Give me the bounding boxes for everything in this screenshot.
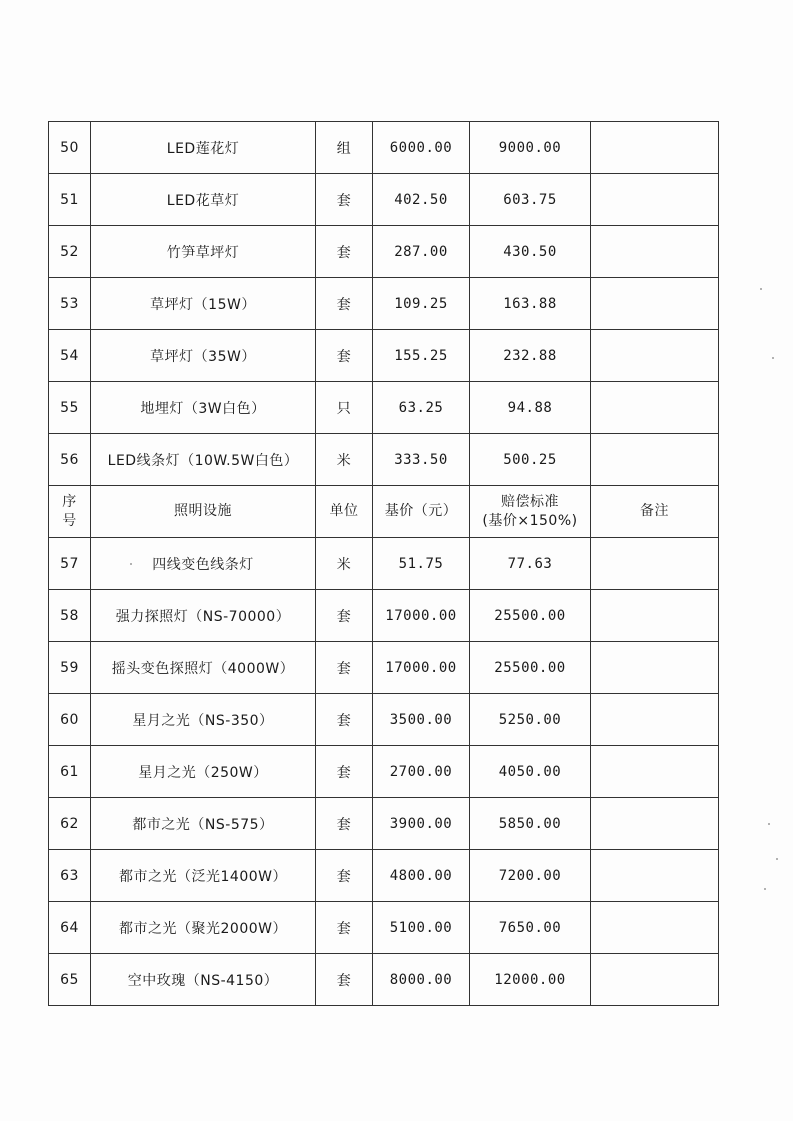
- cell-note: [591, 174, 719, 226]
- table-row: [49, 538, 719, 590]
- table-row: [49, 798, 719, 850]
- cell-name: 空中玫瑰（NS-4150）: [91, 954, 316, 1006]
- cell-unit: 组: [316, 122, 373, 174]
- cell-compensation: 12000.00: [470, 954, 591, 1006]
- scan-speck: [772, 357, 774, 359]
- cell-compensation: 9000.00: [470, 122, 591, 174]
- header-no: 序号: [49, 486, 91, 538]
- table-row: [49, 330, 719, 382]
- cell-compensation: 7650.00: [470, 902, 591, 954]
- cell-compensation: 163.88: [470, 278, 591, 330]
- cell-unit: 套: [316, 746, 373, 798]
- cell-note: [591, 434, 719, 486]
- table-header: [49, 486, 719, 538]
- cell-unit: 套: [316, 798, 373, 850]
- cell-note: [591, 850, 719, 902]
- header-compensation-line1: 赔偿标准: [501, 493, 559, 510]
- table-row: [49, 226, 719, 278]
- scan-speck: [764, 888, 766, 890]
- cell-base-price: 8000.00: [373, 954, 470, 1006]
- cell-note: [591, 746, 719, 798]
- cell-base-price: 17000.00: [373, 590, 470, 642]
- header-row: [49, 486, 719, 538]
- cell-compensation: 77.63: [470, 538, 591, 590]
- cell-name: 星月之光（250W）: [91, 746, 316, 798]
- cell-base-price: 3900.00: [373, 798, 470, 850]
- rows-before-header: [49, 122, 719, 486]
- cell-unit: 套: [316, 850, 373, 902]
- cell-no: 63: [49, 850, 91, 902]
- cell-base-price: 3500.00: [373, 694, 470, 746]
- cell-name: LED莲花灯: [91, 122, 316, 174]
- cell-unit: 套: [316, 902, 373, 954]
- scan-speck: [760, 288, 762, 290]
- cell-name: 竹笋草坪灯: [91, 226, 316, 278]
- header-compensation: [470, 486, 591, 538]
- cell-name: 四线变色线条灯: [91, 538, 316, 590]
- cell-no: 58: [49, 590, 91, 642]
- header-compensation-line2: (基价×150%): [482, 512, 578, 529]
- cell-base-price: 2700.00: [373, 746, 470, 798]
- cell-unit: 套: [316, 954, 373, 1006]
- cell-base-price: 402.50: [373, 174, 470, 226]
- cell-base-price: 287.00: [373, 226, 470, 278]
- cell-base-price: 155.25: [373, 330, 470, 382]
- cell-name: 地埋灯（3W白色）: [91, 382, 316, 434]
- cell-no: 59: [49, 642, 91, 694]
- scan-speck: [130, 563, 132, 565]
- cell-name: 草坪灯（15W）: [91, 278, 316, 330]
- cell-unit: 只: [316, 382, 373, 434]
- lighting-compensation-table: [48, 121, 719, 1006]
- cell-no: 55: [49, 382, 91, 434]
- cell-compensation: 94.88: [470, 382, 591, 434]
- cell-name: 星月之光（NS-350）: [91, 694, 316, 746]
- table-row: [49, 954, 719, 1006]
- cell-note: [591, 902, 719, 954]
- cell-note: [591, 954, 719, 1006]
- cell-name: 都市之光（NS-575）: [91, 798, 316, 850]
- cell-no: 60: [49, 694, 91, 746]
- cell-name: LED线条灯（10W.5W白色）: [91, 434, 316, 486]
- table-row: [49, 278, 719, 330]
- cell-note: [591, 694, 719, 746]
- table-row: [49, 122, 719, 174]
- cell-unit: 套: [316, 642, 373, 694]
- cell-compensation: 232.88: [470, 330, 591, 382]
- cell-base-price: 333.50: [373, 434, 470, 486]
- cell-no: 52: [49, 226, 91, 278]
- cell-name: 摇头变色探照灯（4000W）: [91, 642, 316, 694]
- cell-unit: 套: [316, 330, 373, 382]
- cell-base-price: 63.25: [373, 382, 470, 434]
- cell-name: 都市之光（聚光2000W）: [91, 902, 316, 954]
- cell-no: 54: [49, 330, 91, 382]
- table-row: [49, 694, 719, 746]
- cell-base-price: 51.75: [373, 538, 470, 590]
- table-row: [49, 902, 719, 954]
- cell-no: 56: [49, 434, 91, 486]
- cell-base-price: 6000.00: [373, 122, 470, 174]
- scan-speck: [776, 858, 778, 860]
- cell-no: 50: [49, 122, 91, 174]
- cell-unit: 套: [316, 278, 373, 330]
- cell-name: 草坪灯（35W）: [91, 330, 316, 382]
- cell-base-price: 109.25: [373, 278, 470, 330]
- scan-speck: [768, 823, 770, 825]
- cell-compensation: 430.50: [470, 226, 591, 278]
- table-row: [49, 434, 719, 486]
- cell-compensation: 500.25: [470, 434, 591, 486]
- cell-compensation: 5250.00: [470, 694, 591, 746]
- cell-name: LED花草灯: [91, 174, 316, 226]
- table-row: [49, 382, 719, 434]
- cell-unit: 米: [316, 538, 373, 590]
- cell-compensation: 25500.00: [470, 642, 591, 694]
- cell-unit: 套: [316, 694, 373, 746]
- cell-no: 53: [49, 278, 91, 330]
- cell-base-price: 17000.00: [373, 642, 470, 694]
- cell-note: [591, 798, 719, 850]
- table-row: [49, 174, 719, 226]
- cell-note: [591, 642, 719, 694]
- cell-no: 62: [49, 798, 91, 850]
- cell-unit: 套: [316, 174, 373, 226]
- cell-base-price: 4800.00: [373, 850, 470, 902]
- header-note: 备注: [591, 486, 719, 538]
- cell-base-price: 5100.00: [373, 902, 470, 954]
- table-row: [49, 590, 719, 642]
- cell-note: [591, 122, 719, 174]
- cell-compensation: 603.75: [470, 174, 591, 226]
- cell-note: [591, 590, 719, 642]
- cell-note: [591, 330, 719, 382]
- cell-note: [591, 278, 719, 330]
- table-row: [49, 642, 719, 694]
- cell-no: 61: [49, 746, 91, 798]
- cell-compensation: 4050.00: [470, 746, 591, 798]
- cell-no: 57: [49, 538, 91, 590]
- cell-note: [591, 538, 719, 590]
- cell-compensation: 5850.00: [470, 798, 591, 850]
- cell-unit: 套: [316, 590, 373, 642]
- cell-note: [591, 226, 719, 278]
- header-base-price: 基价（元）: [373, 486, 470, 538]
- cell-no: 64: [49, 902, 91, 954]
- cell-compensation: 7200.00: [470, 850, 591, 902]
- cell-unit: 米: [316, 434, 373, 486]
- header-name: 照明设施: [91, 486, 316, 538]
- cell-note: [591, 382, 719, 434]
- cell-name: 强力探照灯（NS-70000）: [91, 590, 316, 642]
- table-row: [49, 746, 719, 798]
- cell-name: 都市之光（泛光1400W）: [91, 850, 316, 902]
- cell-unit: 套: [316, 226, 373, 278]
- table-row: [49, 850, 719, 902]
- cell-compensation: 25500.00: [470, 590, 591, 642]
- cell-no: 65: [49, 954, 91, 1006]
- header-unit: 单位: [316, 486, 373, 538]
- rows-after-header: [49, 538, 719, 1006]
- cell-no: 51: [49, 174, 91, 226]
